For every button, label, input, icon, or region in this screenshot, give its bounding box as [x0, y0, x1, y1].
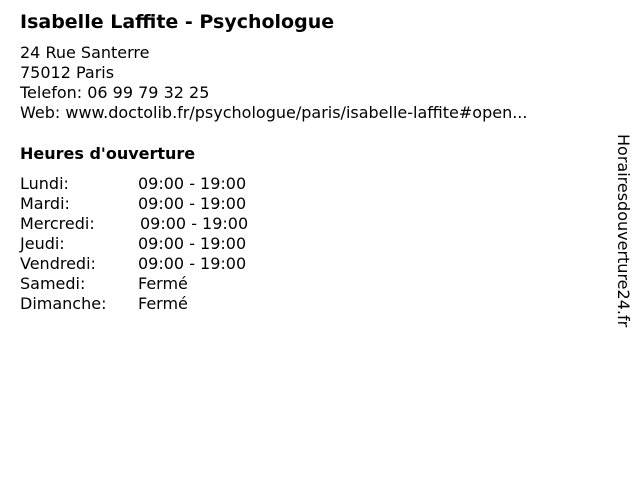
opening-hours-heading: Heures d'ouverture — [20, 144, 196, 163]
day-label: Samedi: — [20, 274, 86, 293]
address-street: 24 Rue Santerre — [20, 43, 150, 62]
day-hours: Fermé — [138, 274, 188, 293]
address-web: Web: www.doctolib.fr/psychologue/paris/isabelle-laffite#open... — [20, 103, 528, 122]
day-label: Mardi: — [20, 194, 70, 213]
day-label: Dimanche: — [20, 294, 107, 313]
day-hours: 09:00 - 19:00 — [138, 194, 247, 213]
address-phone: Telefon: 06 99 79 32 25 — [20, 83, 210, 102]
day-label: Vendredi: — [20, 254, 96, 273]
day-hours: 09:00 - 19:00 — [138, 234, 247, 253]
day-hours: 09:00 - 19:00 — [140, 214, 249, 233]
day-label: Lundi: — [20, 174, 69, 193]
day-label: Mercredi: — [20, 214, 95, 233]
day-label: Jeudi: — [20, 234, 65, 253]
page-title: Isabelle Laffite - Psychologue — [20, 11, 335, 33]
address-city: 75012 Paris — [20, 63, 115, 82]
site-watermark-label: Horairesdouverture24.fr — [614, 134, 633, 328]
address-block — [20, 43, 527, 123]
day-hours: 09:00 - 19:00 — [138, 254, 247, 273]
day-hours: 09:00 - 19:00 — [138, 174, 247, 193]
day-hours: Fermé — [138, 294, 188, 313]
